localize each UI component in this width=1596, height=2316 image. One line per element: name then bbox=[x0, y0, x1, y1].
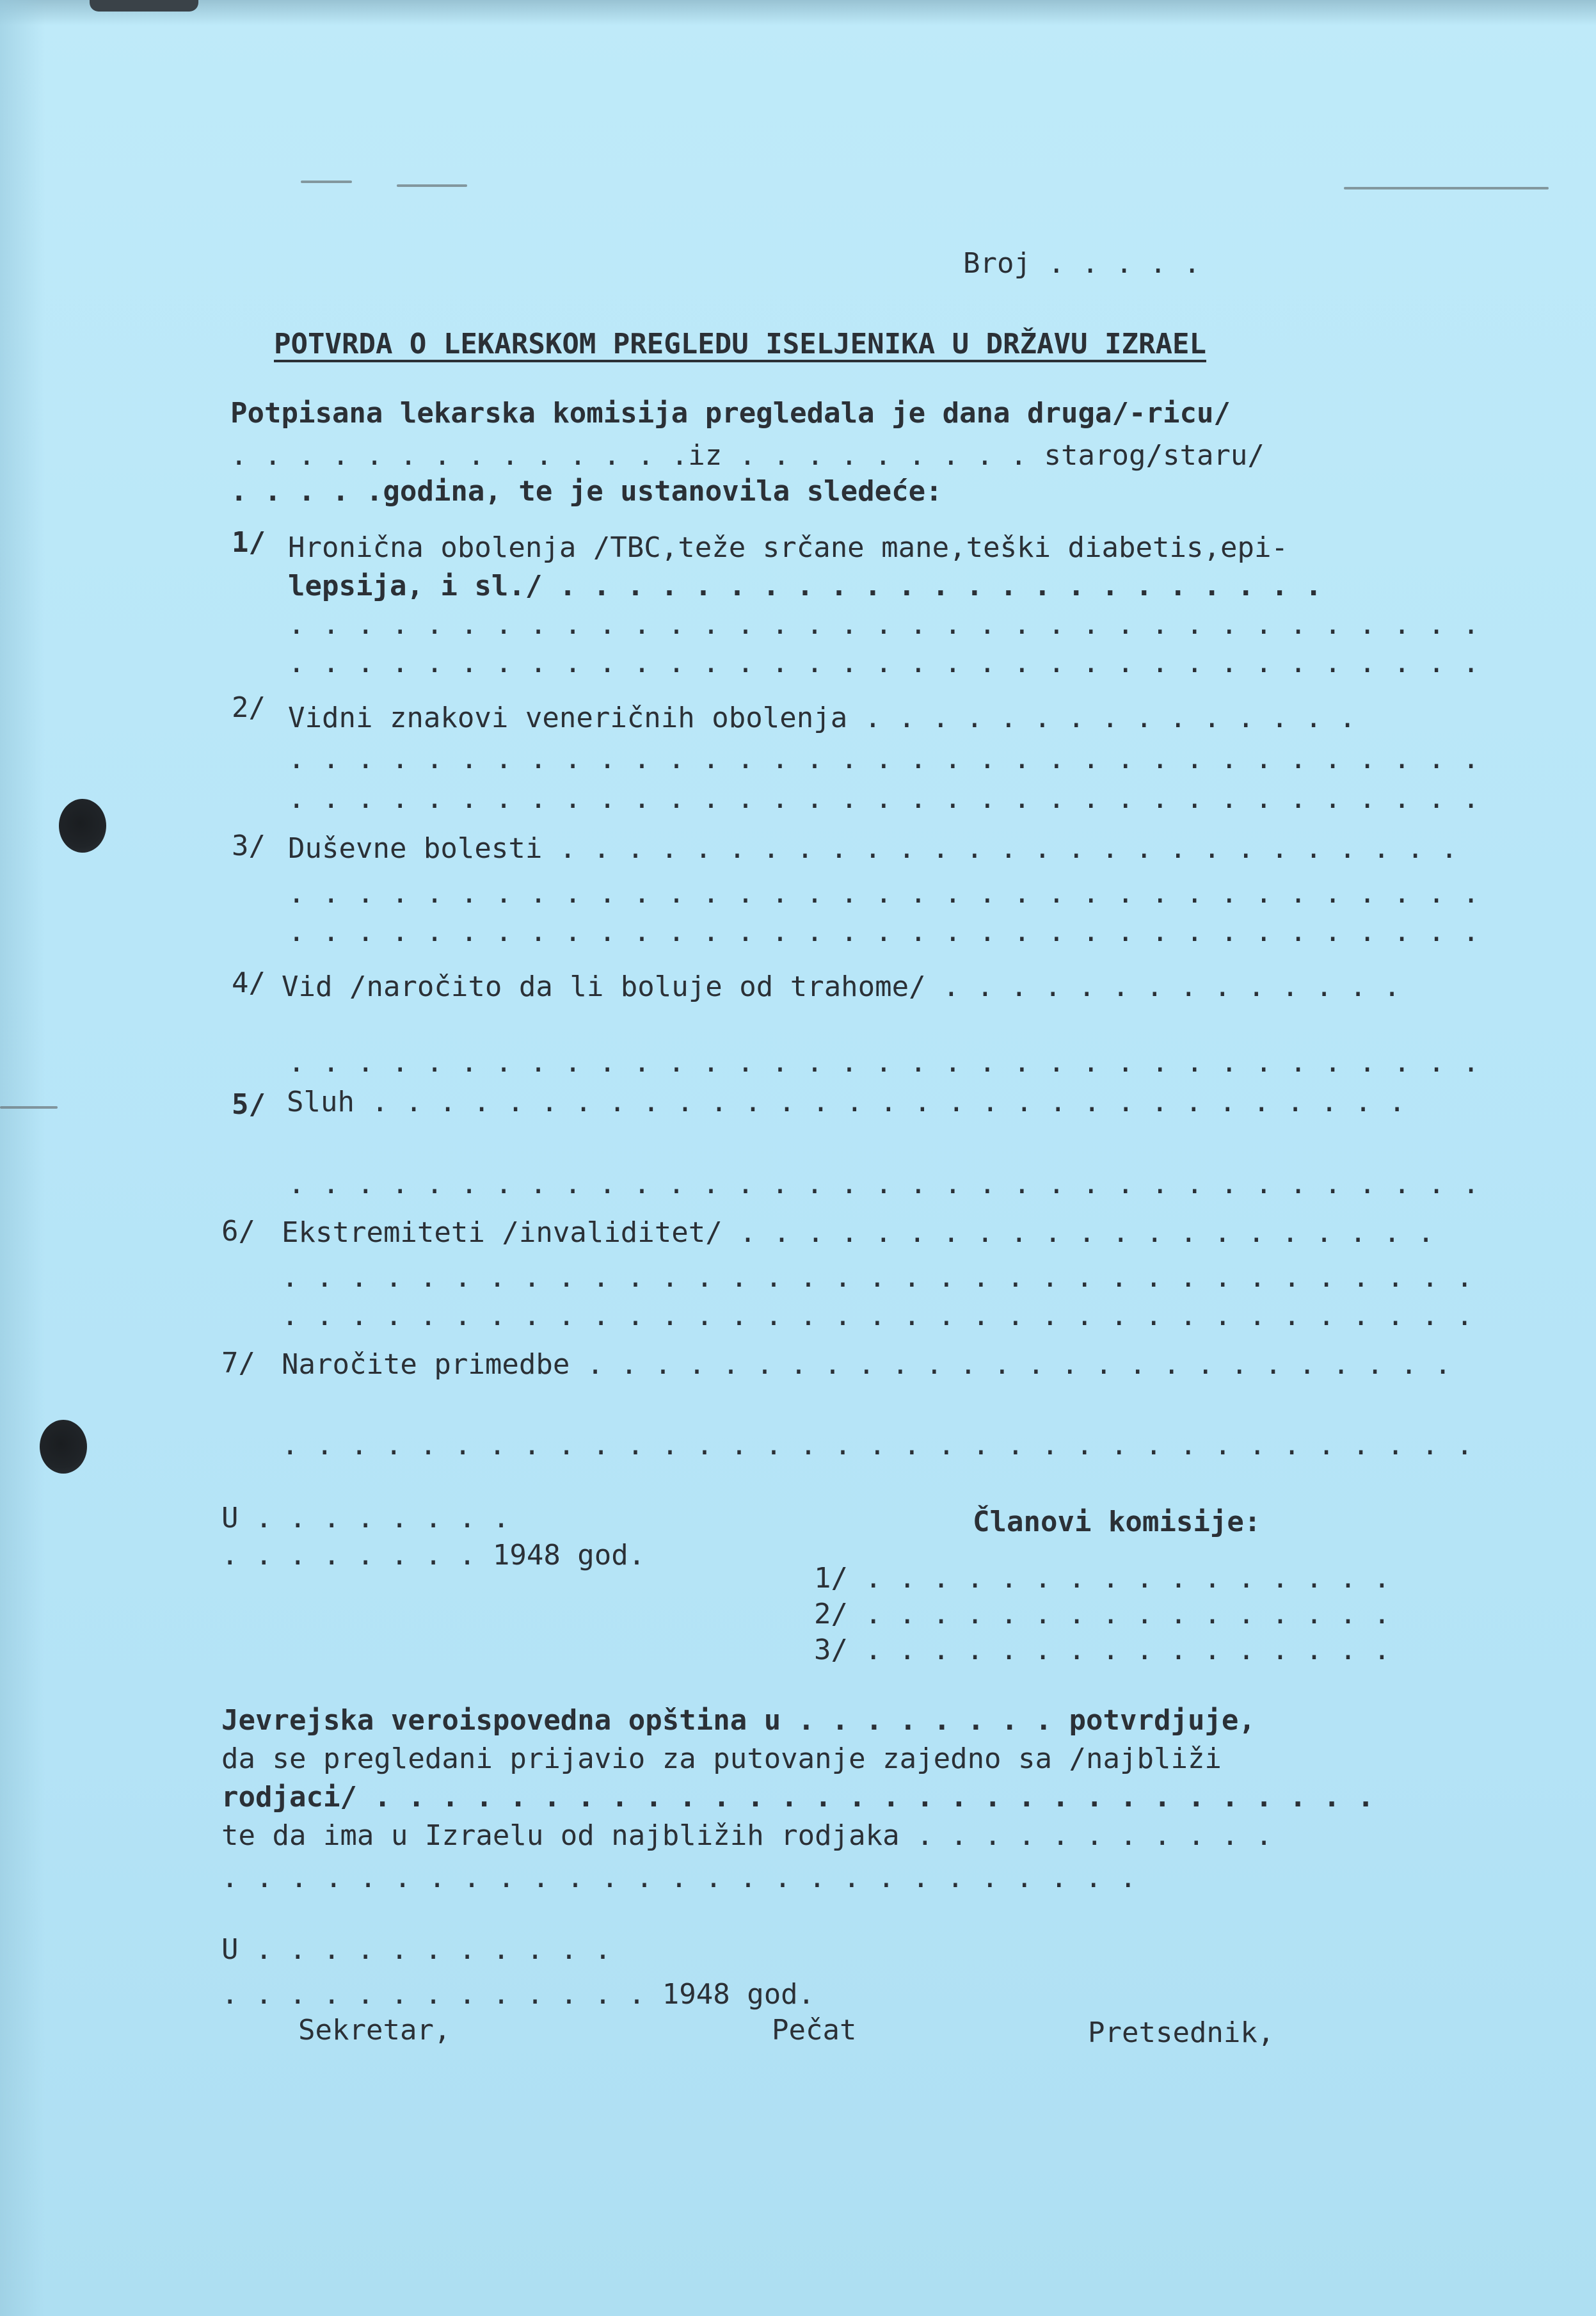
community-line-2: da se pregledani prijavio za putovanje zajedno sa /najbliži bbox=[221, 1742, 1222, 1775]
item-4-number: 4/ bbox=[232, 967, 266, 999]
date-line-2: . . . . . . . . . . . . . 1948 god. bbox=[221, 1978, 815, 2011]
item-1-dots-2: . . . . . . . . . . . . . . . . . . . . . . . . . . . . . . . . . . . bbox=[288, 647, 1480, 679]
community-line-5: . . . . . . . . . . . . . . . . . . . . . . . . . . . bbox=[221, 1862, 1137, 1894]
commission-member-1: 1/ . . . . . . . . . . . . . . . . bbox=[814, 1562, 1391, 1595]
item-6-dots-1: . . . . . . . . . . . . . . . . . . . . . . . . . . . . . . . . . . . bbox=[282, 1261, 1474, 1294]
intro-line-3: . . . . .godina, te je ustanovila sledeće: bbox=[230, 475, 943, 508]
binder-tab bbox=[90, 0, 198, 12]
community-line-4: te da ima u Izraelu od najbližih rodjaka . . . . . . . . . . . bbox=[221, 1819, 1273, 1852]
item-1-label-continued: lepsija, i sl./ . . . . . . . . . . . . . . . . . . . . . . . bbox=[288, 570, 1322, 602]
stray-mark bbox=[301, 181, 352, 183]
item-5-dots-1: . . . . . . . . . . . . . . . . . . . . . . . . . . . . . . . . . . . bbox=[288, 1168, 1480, 1200]
item-3-dots-2: . . . . . . . . . . . . . . . . . . . . . . . . . . . . . . . . . . . bbox=[288, 915, 1480, 948]
item-4-label: Vid /naročito da li boluje od trahome/ . . . . . . . . . . . . . . bbox=[282, 970, 1401, 1003]
item-3-label: Duševne bolesti . . . . . . . . . . . . . . . . . . . . . . . . . . . bbox=[288, 832, 1458, 865]
punch-hole-lower bbox=[40, 1420, 87, 1474]
item-1-label: Hronična obolenja /TBC,teže srčane mane,teški diabetis,epi- bbox=[288, 531, 1288, 564]
commission-label: Članovi komisije: bbox=[973, 1506, 1261, 1538]
commission-member-2: 2/ . . . . . . . . . . . . . . . . bbox=[814, 1598, 1391, 1630]
community-line-3: rodjaci/ . . . . . . . . . . . . . . . . . . . . . . . . . . . . . . bbox=[221, 1781, 1375, 1813]
item-2-label: Vidni znakovi veneričnih obolenja . . . . . . . . . . . . . . . bbox=[288, 702, 1356, 734]
item-7-label: Naročite primedbe . . . . . . . . . . . . . . . . . . . . . . . . . . bbox=[282, 1348, 1451, 1381]
item-5-label: Sluh . . . . . . . . . . . . . . . . . . . . . . . . . . . . . . . bbox=[287, 1086, 1406, 1118]
paper-top-shadow bbox=[0, 0, 1596, 26]
item-6-dots-2: . . . . . . . . . . . . . . . . . . . . . . . . . . . . . . . . . . . bbox=[282, 1299, 1474, 1332]
item-7-number: 7/ bbox=[221, 1347, 255, 1379]
stray-mark bbox=[397, 184, 467, 187]
item-6-number: 6/ bbox=[221, 1215, 255, 1248]
stray-mark bbox=[1344, 187, 1549, 189]
item-1-dots-1: . . . . . . . . . . . . . . . . . . . . . . . . . . . . . . . . . . . bbox=[288, 608, 1480, 641]
item-4-dots-1: . . . . . . . . . . . . . . . . . . . . . . . . . . . . . . . . . . . bbox=[288, 1046, 1480, 1079]
item-2-dots-1: . . . . . . . . . . . . . . . . . . . . . . . . . . . . . . . . . . . bbox=[288, 743, 1480, 775]
paper-left-edge bbox=[0, 0, 45, 2316]
item-2-number: 2/ bbox=[232, 691, 266, 724]
item-3-number: 3/ bbox=[232, 830, 266, 862]
broj-label: Broj . . . . . bbox=[963, 247, 1201, 280]
signature-president: Pretsednik, bbox=[1088, 2016, 1275, 2049]
intro-line-1: Potpisana lekarska komisija pregledala je dana druga/-ricu/ bbox=[230, 397, 1231, 430]
punch-hole-upper bbox=[59, 799, 106, 853]
stray-mark bbox=[0, 1106, 58, 1109]
signature-seal: Pečat bbox=[772, 2014, 857, 2047]
intro-line-2: . . . . . . . . . . . . . .iz . . . . . . . . . starog/staru/ bbox=[230, 439, 1265, 472]
place-line: U . . . . . . . . bbox=[221, 1502, 510, 1534]
community-line-1: Jevrejska veroispovedna opština u . . . . . . . . potvrdjuje, bbox=[221, 1704, 1256, 1737]
item-5-number: 5/ bbox=[232, 1088, 266, 1121]
commission-member-3: 3/ . . . . . . . . . . . . . . . . bbox=[814, 1634, 1391, 1666]
signature-secretary: Sekretar, bbox=[298, 2014, 451, 2047]
place-line-2: U . . . . . . . . . . . bbox=[221, 1933, 612, 1966]
item-3-dots-1: . . . . . . . . . . . . . . . . . . . . . . . . . . . . . . . . . . . bbox=[288, 877, 1480, 910]
item-2-dots-2: . . . . . . . . . . . . . . . . . . . . . . . . . . . . . . . . . . . bbox=[288, 782, 1480, 815]
item-7-dots-1: . . . . . . . . . . . . . . . . . . . . . . . . . . . . . . . . . . . bbox=[282, 1429, 1474, 1461]
item-1-number: 1/ bbox=[232, 526, 266, 559]
date-line: . . . . . . . . 1948 god. bbox=[221, 1539, 646, 1572]
item-6-label: Ekstremiteti /invaliditet/ . . . . . . . . . . . . . . . . . . . . . bbox=[282, 1216, 1435, 1249]
document-title: POTVRDA O LEKARSKOM PREGLEDU ISELJENIKA U DRŽAVU IZRAEL bbox=[274, 328, 1206, 360]
